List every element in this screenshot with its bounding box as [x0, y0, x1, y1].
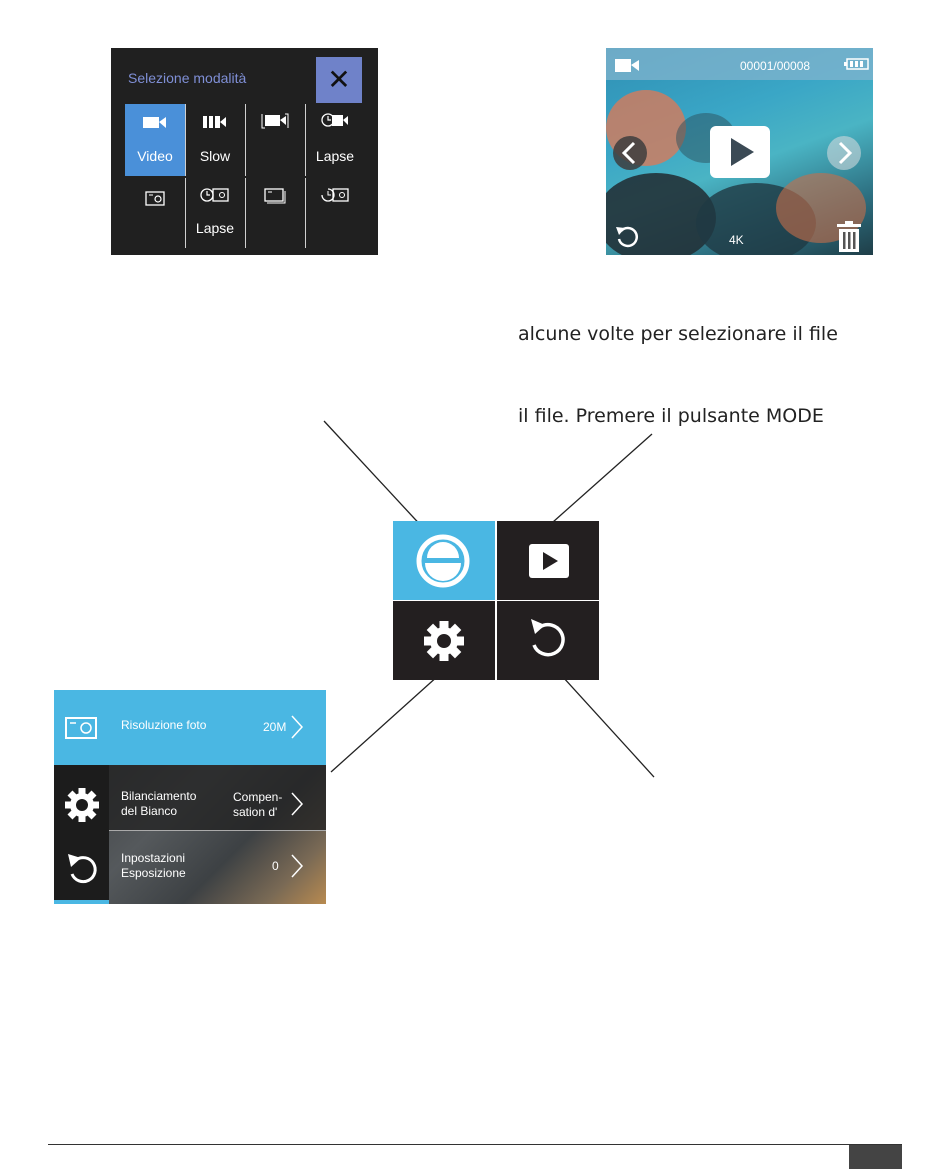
setting-label-white-balance-1: Bilanciamento: [121, 789, 197, 803]
mode-slow-label: Slow: [199, 148, 231, 164]
mode-self-timer-button[interactable]: [305, 178, 365, 248]
setting-value-white-balance-2: sation d': [233, 805, 278, 819]
burst-photo-icon: [261, 185, 289, 207]
mode-burst-button[interactable]: [245, 178, 305, 248]
mode-video-label: Video: [137, 148, 173, 164]
photo-camera-icon: [64, 716, 100, 740]
timelapse-video-icon: [319, 110, 351, 132]
back-icon: [497, 601, 599, 680]
mode-loop-button[interactable]: [245, 104, 305, 176]
chevron-right-icon[interactable]: [290, 791, 304, 817]
chevron-right-icon[interactable]: [290, 853, 304, 879]
mode-timelapse-video-button[interactable]: [305, 104, 365, 176]
grid-divider: [185, 104, 186, 176]
setting-label-exposure-1: Inpostazioni: [121, 851, 186, 865]
playback-screen: [606, 48, 873, 255]
mode-lapse-photo-label: Lapse: [195, 220, 235, 236]
row-divider: [109, 830, 326, 831]
grid-divider: [185, 178, 186, 248]
video-camera-icon: [141, 112, 169, 132]
active-accent-bar: [54, 900, 109, 904]
mode-video-button[interactable]: [125, 104, 185, 176]
setting-label-white-balance-2: del Bianco: [121, 804, 178, 818]
resolution-label: 4K: [729, 233, 744, 247]
grid-divider: [245, 178, 246, 248]
settings-gear-icon: [393, 601, 495, 680]
footer-rule: [48, 1144, 902, 1145]
settings-gear-icon: [62, 785, 102, 825]
mode-lapse-label: Lapse: [315, 148, 355, 164]
file-counter: 00001/00008: [740, 59, 811, 73]
previous-file-button[interactable]: [610, 133, 650, 173]
playback-tile[interactable]: [497, 521, 599, 600]
callout-line-back: [563, 677, 654, 777]
instruction-text-line-2: il file. Premere il pulsante MODE: [518, 405, 824, 427]
timelapse-photo-icon: [199, 185, 231, 207]
mode-photo-button[interactable]: [125, 178, 185, 248]
loop-video-icon: [259, 110, 291, 132]
camera-mode-tile[interactable]: [393, 521, 495, 600]
photo-camera-icon: [141, 188, 169, 208]
grid-divider: [305, 178, 306, 248]
setting-value-exposure: 0: [272, 859, 279, 873]
photo-settings-screen: [54, 690, 326, 904]
playback-icon: [497, 521, 599, 600]
setting-label-photo-resolution: Risoluzione foto: [121, 718, 207, 732]
trash-icon[interactable]: [835, 221, 863, 253]
setting-value-white-balance-1: Compen-: [233, 790, 283, 804]
mode-selection-title: Selezione modalità: [128, 70, 247, 86]
battery-icon: [844, 57, 870, 71]
settings-tile[interactable]: [393, 601, 495, 680]
slow-motion-icon: [201, 112, 229, 132]
video-camera-icon: [614, 56, 642, 76]
mode-slow-button[interactable]: [185, 104, 245, 176]
instruction-text-line-1: alcune volte per selezionare il file: [518, 323, 838, 345]
setting-label-exposure-2: Esposizione: [121, 866, 186, 880]
close-button[interactable]: ✕: [316, 57, 362, 103]
back-icon: [62, 850, 102, 890]
play-icon: [710, 126, 770, 178]
back-tile[interactable]: [497, 601, 599, 680]
grid-divider: [305, 104, 306, 176]
camera-mode-icon: [393, 521, 495, 600]
back-icon[interactable]: [613, 222, 643, 252]
mode-timelapse-photo-button[interactable]: [185, 178, 245, 248]
chevron-right-icon[interactable]: [290, 714, 304, 740]
grid-divider: [245, 104, 246, 176]
self-timer-photo-icon: [319, 185, 351, 207]
page-number-tab: [849, 1145, 902, 1169]
setting-value-photo-resolution: 20M: [263, 720, 287, 734]
mode-selection-screen: [111, 48, 378, 255]
play-button[interactable]: [710, 126, 770, 178]
callout-line-camera: [324, 421, 426, 531]
next-file-button[interactable]: [824, 133, 864, 173]
callout-line-playback: [553, 434, 652, 522]
callout-line-settings: [331, 675, 439, 772]
